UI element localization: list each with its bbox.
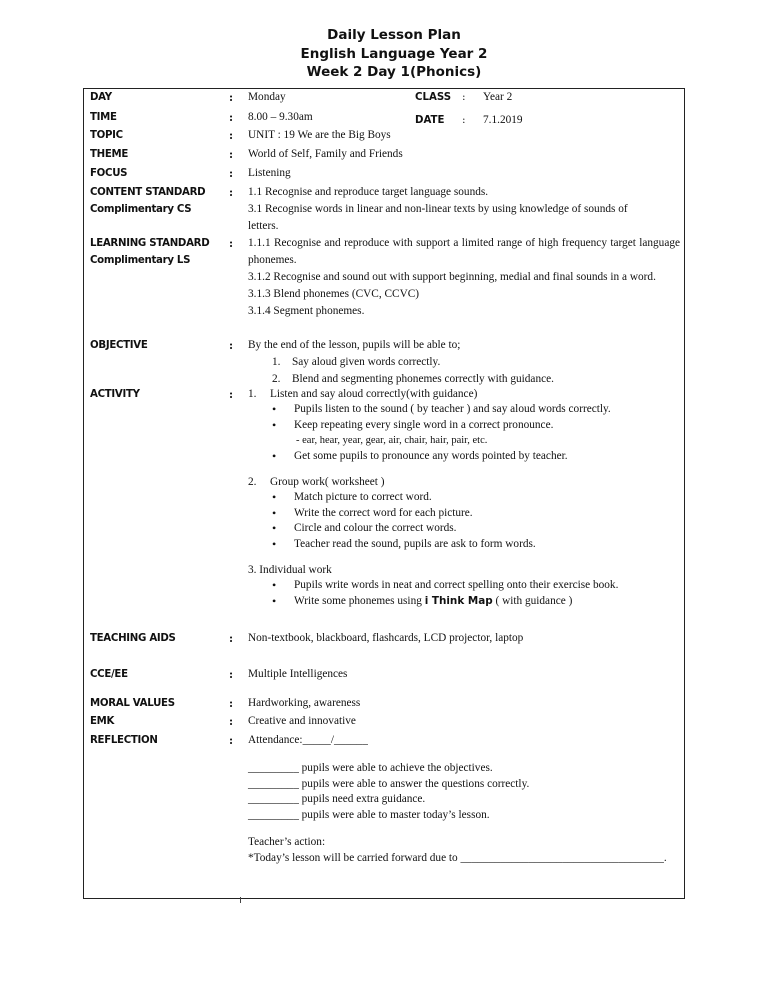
activity-bullet: • Pupils write words in neat and correct spelling onto their exercise book.: [248, 578, 680, 593]
moral-values-colon: :: [229, 697, 234, 710]
activity-bullet: • Circle and colour the correct words.: [248, 521, 680, 536]
complimentary-cs-label: Complimentary CS: [90, 204, 192, 215]
learning-standard-colon: :: [229, 237, 234, 250]
title-line-1: Daily Lesson Plan: [327, 27, 461, 43]
activity-step-number: 1.: [248, 388, 257, 400]
objective-item: [248, 354, 680, 371]
activity-text: ( with guidance ): [492, 594, 573, 607]
activity-text: Write some phonemes using: [294, 594, 425, 607]
day-value: Monday: [248, 91, 286, 103]
day-label: DAY: [90, 92, 112, 103]
objective-colon: :: [229, 339, 234, 352]
focus-colon: :: [229, 167, 234, 180]
learning-standard-line-2: 3.1.2 Recognise and sound out with support beginning, medial and final sounds in a word.: [248, 271, 656, 283]
activity-bullet: • Teacher read the sound, pupils are ask to form words.: [248, 537, 680, 552]
date-value: 7.1.2019: [483, 114, 523, 126]
reflection-line: _________ pupils need extra guidance.: [248, 793, 426, 805]
learning-standard-line-3: 3.1.3 Blend phonemes (CVC, CCVC): [248, 288, 420, 300]
activity-step-text: Group work( worksheet ): [270, 476, 385, 489]
objective-value: [248, 337, 680, 388]
time-value: 8.00 – 9.30am: [248, 111, 313, 123]
teaching-aids-label: TEACHING AIDS: [90, 633, 176, 644]
theme-value: World of Self, Family and Friends: [248, 148, 403, 160]
focus-value: Listening: [248, 167, 291, 179]
teacher-action-text: *Today’s lesson will be carried forward due to ____________________________________.: [248, 851, 667, 864]
activity-bullet: • Match picture to correct word.: [248, 490, 680, 505]
activity-bullet: • Keep repeating every single word in a correct pronounce.: [248, 418, 680, 433]
emk-value: Creative and innovative: [248, 715, 356, 727]
activity-word-list: - ear, hear, year, gear, air, chair, hair, pair, etc.: [296, 435, 488, 447]
cce-colon: :: [229, 668, 234, 681]
activity-bullet: • Pupils listen to the sound ( by teacher ) and say aloud words correctly.: [248, 402, 680, 417]
theme-label: THEME: [90, 149, 129, 160]
teaching-aids-value: Non-textbook, blackboard, flashcards, LCD projector, laptop: [248, 632, 524, 644]
topic-value: UNIT : 19 We are the Big Boys: [248, 129, 391, 141]
reflection-label: REFLECTION: [90, 735, 158, 746]
date-colon: :: [462, 114, 466, 126]
time-colon: :: [229, 111, 234, 124]
emk-label: EMK: [90, 716, 115, 727]
activity-bullet-ithink: [248, 594, 680, 609]
activity-step-1: [248, 387, 680, 402]
row-day: [90, 89, 680, 109]
document-title: [0, 26, 768, 82]
day-colon: :: [229, 91, 234, 104]
reflection-line: _________ pupils were able to answer the questions correctly.: [248, 777, 530, 790]
reflection-line: _________ pupils were able to master today’s lesson.: [248, 808, 490, 821]
class-value: Year 2: [483, 91, 513, 103]
content-standard-colon: :: [229, 186, 234, 199]
reflection-value: [248, 732, 680, 866]
class-colon: :: [462, 91, 466, 103]
objective-intro: By the end of the lesson, pupils will be able to;: [248, 339, 461, 351]
content-standard-line-2: 3.1 Recognise words in linear and non-linear texts by using knowledge of sounds of letters.: [248, 203, 628, 232]
teacher-action-title: Teacher’s action:: [248, 836, 326, 848]
learning-standard-line-4: 3.1.4 Segment phonemes.: [248, 305, 365, 317]
title-line-3: Week 2 Day 1(Phonics): [306, 64, 482, 80]
cce-label: CCE/EE: [90, 669, 128, 680]
topic-label: TOPIC: [90, 130, 123, 141]
objective-item-text: Say aloud given words correctly.: [292, 356, 441, 368]
reflection-colon: :: [229, 734, 234, 747]
content-standard-line-1: 1.1 Recognise and reproduce target language sounds.: [248, 186, 489, 198]
objective-label: OBJECTIVE: [90, 340, 148, 351]
activity-step-2: [248, 475, 680, 490]
activity-step-number: 2.: [248, 476, 257, 489]
learning-standard-line-1: 1.1.1 Recognise and reproduce with support a limited range of high frequency target language phonemes.: [248, 237, 680, 266]
class-label: CLASS: [415, 92, 452, 103]
topic-colon: :: [229, 129, 234, 142]
focus-label: FOCUS: [90, 168, 128, 179]
theme-colon: :: [229, 148, 234, 161]
date-label: DATE: [415, 115, 445, 126]
moral-values-value: Hardworking, awareness: [248, 697, 361, 709]
learning-standard-title: LEARNING STANDARD: [90, 238, 210, 249]
reflection-line: _________ pupils were able to achieve the objectives.: [248, 762, 493, 774]
activity-step-3: 3. Individual work: [248, 564, 332, 577]
attendance-text: Attendance:_____/______: [248, 734, 368, 746]
activity-bullet: • Write the correct word for each picture.: [248, 506, 680, 521]
content-standard-label: [90, 184, 230, 218]
activity-step-text: Listen and say aloud correctly(with guidance): [270, 388, 478, 400]
learning-standard-value: [248, 235, 680, 320]
table-divider-tick: [240, 897, 241, 903]
activity-colon: :: [229, 388, 234, 401]
content-standard-value: [248, 184, 680, 235]
objective-item-number: 1.: [272, 356, 281, 368]
objective-item-number: 2.: [272, 373, 281, 385]
activity-label: ACTIVITY: [90, 389, 140, 400]
learning-standard-label: [90, 235, 230, 269]
title-line-2: English Language Year 2: [300, 45, 488, 62]
time-label: TIME: [90, 112, 117, 123]
cce-value: Multiple Intelligences: [248, 668, 348, 680]
activity-value: [248, 387, 680, 609]
teaching-aids-colon: :: [229, 632, 234, 645]
objective-item-text: Blend and segmenting phonemes correctly with guidance.: [292, 373, 554, 385]
objective-item: [248, 371, 680, 388]
content-standard-title: CONTENT STANDARD: [90, 187, 206, 198]
moral-values-label: MORAL VALUES: [90, 698, 175, 709]
emk-colon: :: [229, 715, 234, 728]
activity-bullet: • Get some pupils to pronounce any words pointed by teacher.: [248, 449, 680, 464]
ithink-map-text: i Think Map: [424, 594, 493, 607]
complimentary-ls-label: Complimentary LS: [90, 255, 191, 266]
